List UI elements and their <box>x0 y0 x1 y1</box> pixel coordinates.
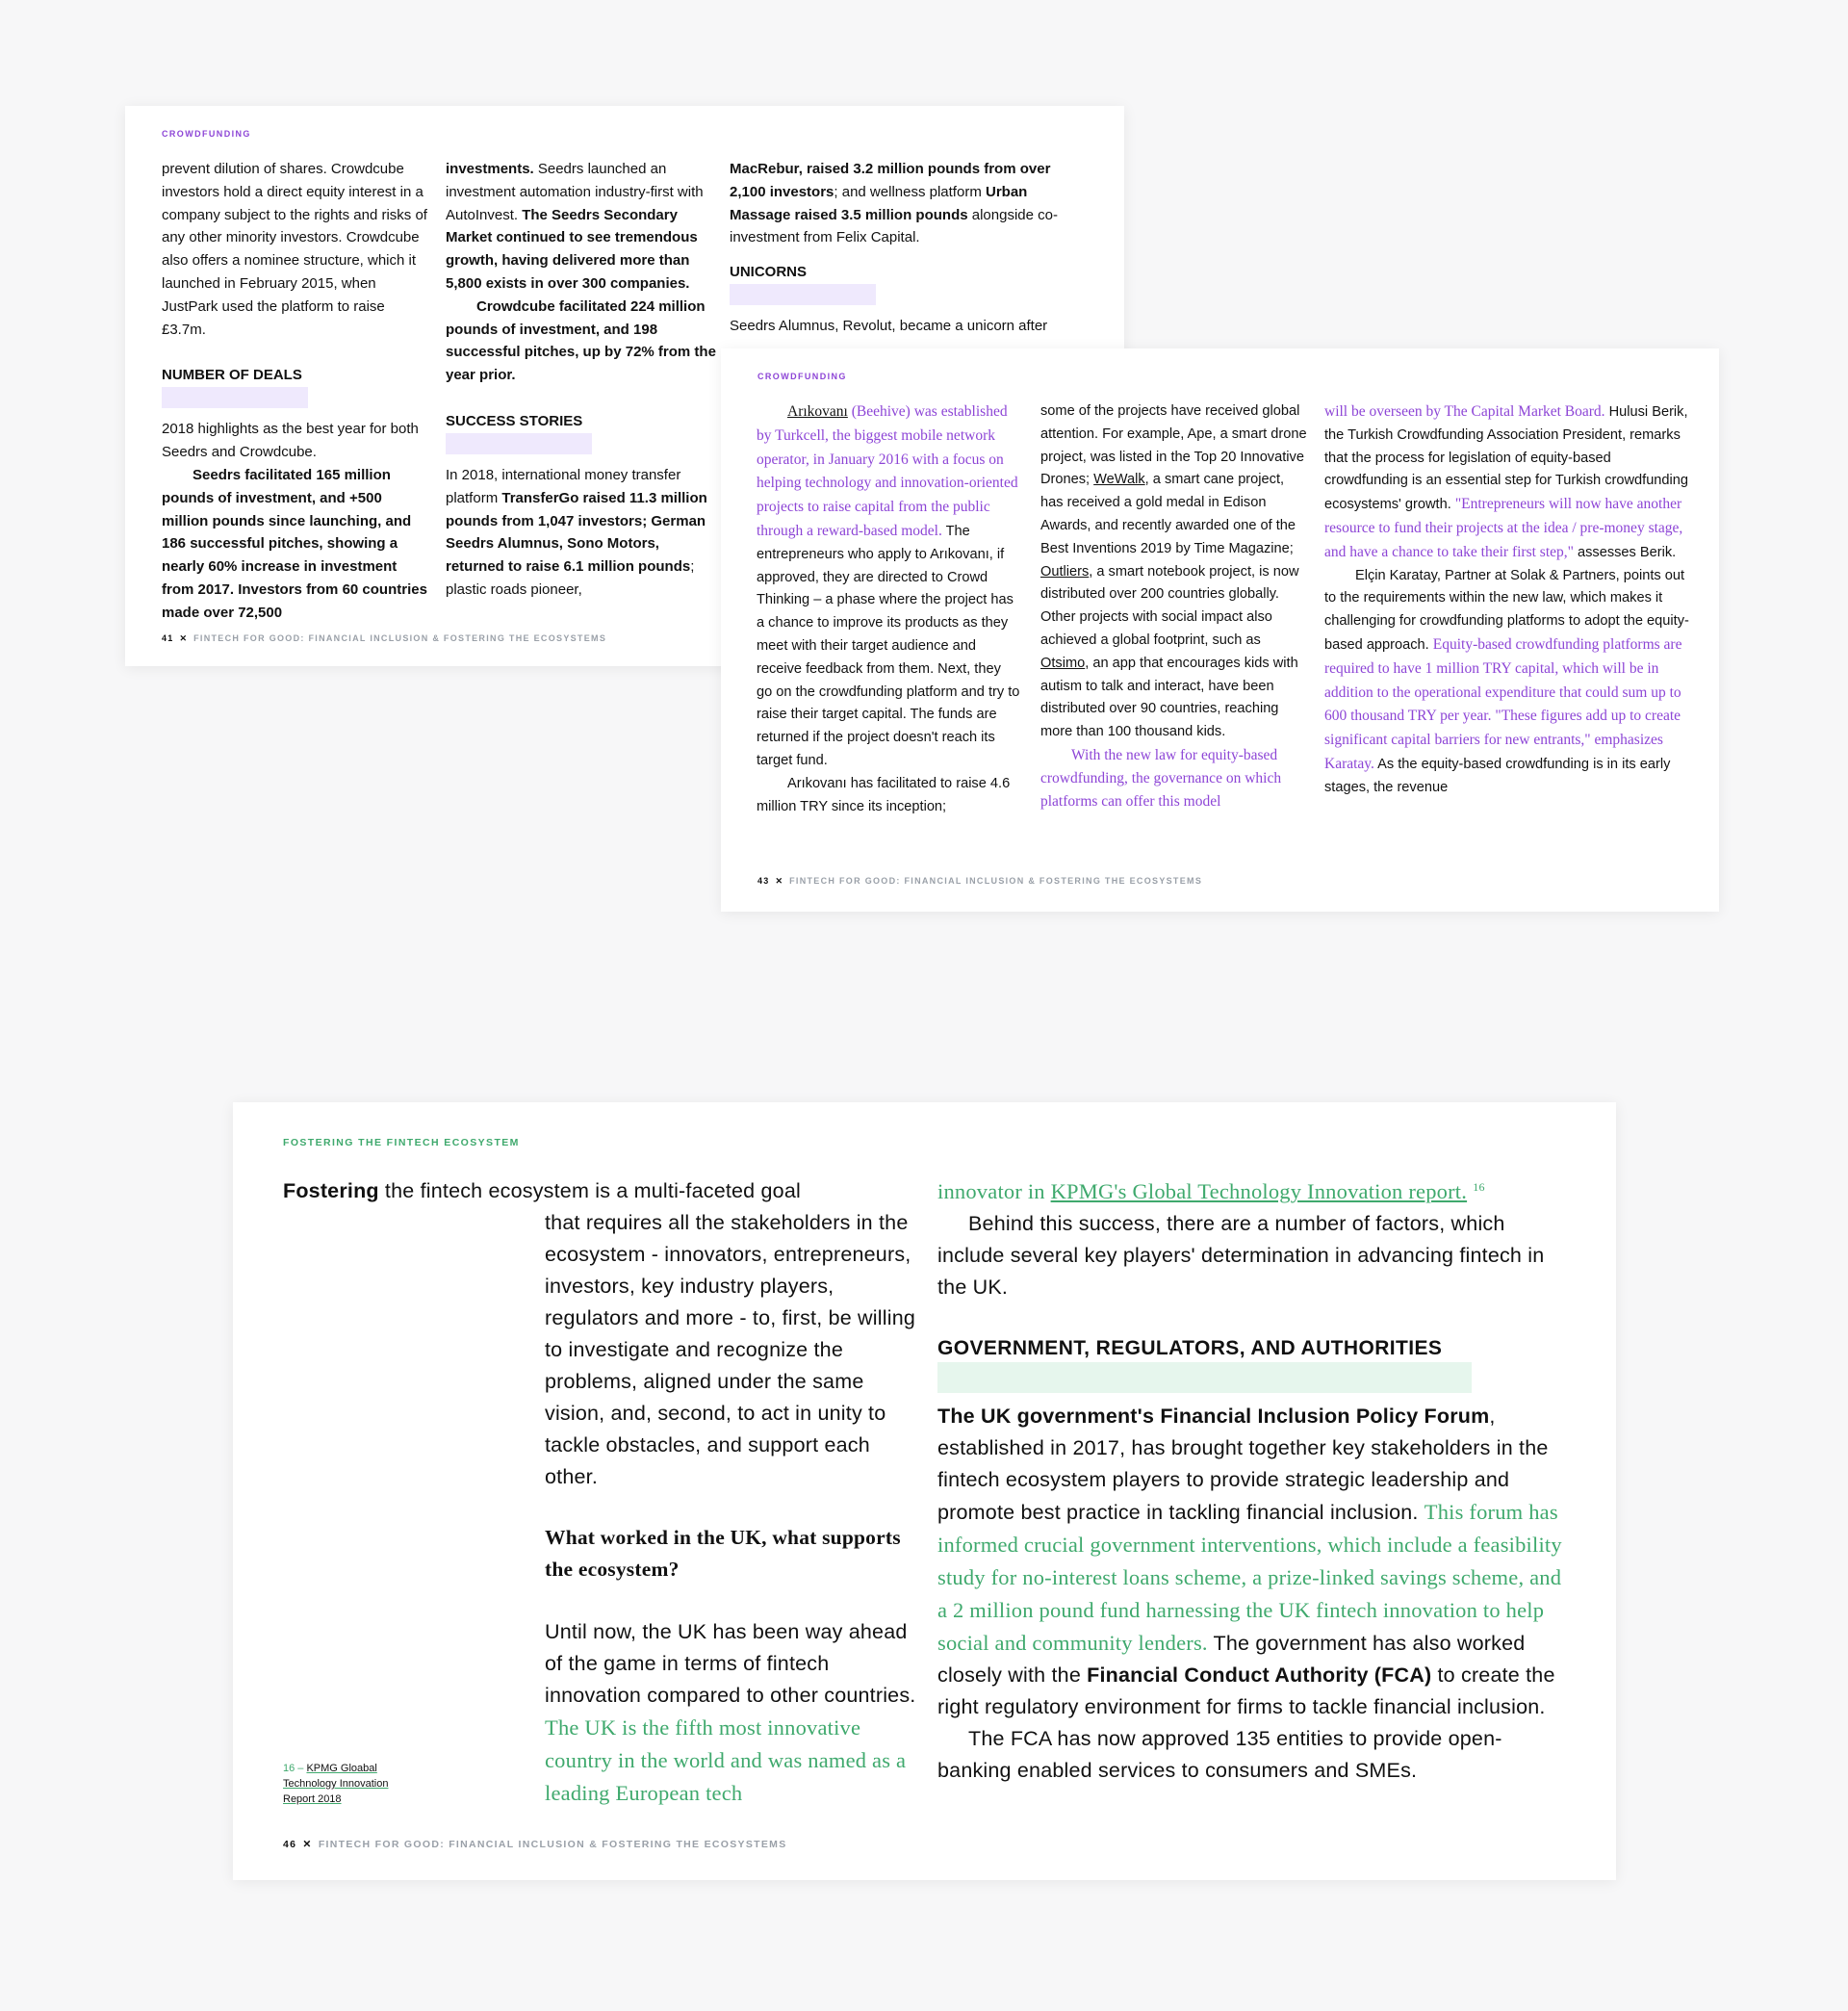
text: Elçin Karatay, Partner at Solak & Partners, points out to the requirements within the new law, which makes it challenging for crowdfunding platforms to adopt the equity-based approach. <box>1324 567 1689 653</box>
text: The entrepreneurs who apply to Arıkovanı, if approved, they are directed to Crowd Thinking – a phase where the project has a chance to improve its products as they meet with their target audience and receive feedback from them. Next, they go on the crowdfunding platform and try to raise their target capital. The funds are returned if the project doesn't reach its target fund. <box>757 523 1020 768</box>
page-43 <box>721 348 1719 912</box>
paragraph: Behind this success, there are a number of factors, which include several key players' determination in advancing fintech in the UK. <box>937 1212 1545 1299</box>
paragraph: The FCA has now approved 135 entities to provide open-banking enabled services to consumers and SMEs. <box>937 1727 1502 1782</box>
paragraph <box>730 158 1086 249</box>
paragraph <box>545 1616 920 1810</box>
text: ; plastic roads pioneer, <box>446 558 695 598</box>
section-label: CROWDFUNDING <box>162 129 251 139</box>
text: In 2018, international money transfer platform <box>446 466 681 506</box>
bold-text: The Seedrs Secondary Market continued to see tremendous growth, having delivered more than 5,800 exists in over 300 companies. <box>446 206 698 292</box>
bold-text: Financial Conduct Authority (FCA) <box>1087 1663 1432 1687</box>
text: to create the right regulatory environment for firms to tackle financial inclusion. <box>937 1663 1555 1718</box>
quote-text: will be overseen by The Capital Market Board. <box>1324 403 1605 420</box>
paragraph: that requires all the stakeholders in the ecosystem - innovators, entrepreneurs, investors, key industry players, regulators and more - to, first, be willing to investigate and recognize the problems, aligned under the same vision, and, second, to act in unity to tackle obstacles, and support each other. <box>545 1211 916 1488</box>
text: ; and wellness platform <box>834 183 986 200</box>
text: , an app that encourages kids with autism to talk and interact, have been distributed over 90 countries, reaching more than 100 thousand kids. <box>1040 655 1298 740</box>
page-46 <box>233 1102 1616 1880</box>
section-label: CROWDFUNDING <box>757 372 847 381</box>
column-1 <box>757 400 1020 818</box>
footnote-text[interactable]: KPMG Gloabal Technology Innovation Report 2018 <box>283 1763 389 1805</box>
link-kpmg-report[interactable]: KPMG's Global Technology Innovation report. <box>1050 1179 1468 1203</box>
column-3 <box>1324 400 1690 800</box>
quote-text: (Beehive) was established by Turkcell, the biggest mobile network operator, in January 2016 with a focus on helping technology and innovation-oriented projects to raise capital from the public through a reward-based model. <box>757 403 1018 539</box>
link-wewalk[interactable]: WeWalk <box>1093 472 1145 488</box>
text: , a smart notebook project, is now distributed over 200 countries globally. Other projects with social impact also achieved a global footprint, such as <box>1040 563 1299 648</box>
page-number: 46 <box>283 1839 297 1850</box>
footer-title: FINTECH FOR GOOD: FINANCIAL INCLUSION & FOSTERING THE ECOSYSTEMS <box>193 633 607 643</box>
paragraph <box>1324 565 1690 800</box>
link-arikovani[interactable]: Arıkovanı <box>787 403 848 420</box>
heading-success-stories: SUCCESS STORIES <box>446 410 717 454</box>
paragraph: prevent dilution of shares. Crowdcube investors hold a direct equity interest in a company subject to the rights and risks of any other minority investors. Crowdcube also offers a nominee structure, which it launched in February 2015, when JustPark used the platform to raise £3.7m. <box>162 161 427 338</box>
quote-text: innovator in <box>937 1179 1051 1203</box>
heading-unicorns: UNICORNS <box>730 261 1086 305</box>
column-2 <box>446 158 717 602</box>
bold-text: MacRebur, raised 3.2 million pounds from over 2,100 investors <box>730 161 1051 200</box>
text: Hulusi Berik, the Turkish Crowdfunding Association President, remarks that the process for legislation of equity-based crowdfunding is an essential step for Turkish crowdfunding ecosystems' growth. <box>1324 404 1689 513</box>
text: , established in 2017, has brought together key stakeholders in the fintech ecosystem players to provide strategic leadership and promote best practice in tackling financial inclusion. <box>937 1405 1549 1524</box>
text: The government has also worked closely with the <box>937 1632 1526 1687</box>
link-otsimo[interactable]: Otsimo <box>1040 655 1086 671</box>
paragraph <box>1040 400 1310 744</box>
page-number: 43 <box>757 876 770 886</box>
page-footer <box>283 1839 787 1850</box>
right-column <box>937 1175 1573 1787</box>
paragraph-bold: Crowdcube facilitated 224 million pounds of investment, and 198 successful pitches, up by 72% from the year prior. <box>446 297 716 384</box>
heading-government: GOVERNMENT, REGULATORS, AND AUTHORITIES <box>937 1332 1573 1393</box>
section-label: FOSTERING THE FINTECH ECOSYSTEM <box>283 1137 520 1148</box>
text: As the equity-based crowdfunding is in its early stages, the revenue <box>1324 756 1671 795</box>
lead-text: the fintech ecosystem is a multi-faceted goal <box>378 1179 801 1202</box>
lead-line <box>283 1175 822 1207</box>
text: , a smart cane project, has received a gold medal in Edison Awards, and recently awarded one of the Best Inventions 2019 by Time Magazine; <box>1040 472 1296 556</box>
quote-paragraph: With the new law for equity-based crowdfunding, the governance on which platforms can offer this model <box>1040 746 1282 810</box>
bold-text: TransferGo raised 11.3 million pounds from 1,047 investors; German Seedrs Alumnus, Sono Motors, returned to raise 6.1 million pounds <box>446 489 707 576</box>
text: assesses Berik. <box>1573 544 1677 560</box>
bold-text: investments. <box>446 161 534 177</box>
quote-text: The UK is the fifth most innovative country in the world and was named as a leading European tech <box>545 1715 907 1805</box>
text: Seedrs launched an investment automation industry-first with AutoInvest. <box>446 161 704 223</box>
paragraph <box>937 1401 1573 1723</box>
heading-what-worked: What worked in the UK, what supports the ecosystem? <box>545 1526 901 1581</box>
column-2 <box>1040 400 1310 812</box>
paragraph <box>446 158 717 296</box>
footer-title: FINTECH FOR GOOD: FINANCIAL INCLUSION & FOSTERING THE ECOSYSTEMS <box>318 1839 787 1850</box>
paragraph: 2018 highlights as the best year for both Seedrs and Crowdcube. <box>162 421 419 461</box>
bold-text: Urban Massage raised 3.5 million pounds <box>730 183 1028 223</box>
paragraph <box>1324 400 1690 565</box>
quote-text: "Entrepreneurs will now have another resource to fund their projects at the idea / pre-money stage, and have a chance to take their first step," <box>1324 496 1683 560</box>
paragraph <box>757 400 1020 773</box>
x-icon: ✕ <box>302 1839 313 1850</box>
paragraph: Seedrs Alumnus, Revolut, became a unicorn after <box>730 318 1048 335</box>
x-icon: ✕ <box>775 876 784 886</box>
quote-text: Equity-based crowdfunding platforms are required to have 1 million TRY capital, which will be in addition to the operational expenditure that could sum up to 600 thousand TRY per year. "These figures add up to create significant capital barriers for new entrants," emphasizes Karatay. <box>1324 635 1682 772</box>
link-outliers[interactable]: Outliers <box>1040 563 1090 580</box>
column-3 <box>730 158 1086 338</box>
x-icon: ✕ <box>179 633 189 643</box>
paragraph-bold: Seedrs facilitated 165 million pounds of investment, and +500 million pounds since launching, and 186 successful pitches, showing a nearly 60% increase in investment from 2017. Investors from 60 countries made over 72,500 <box>162 466 427 621</box>
column-1 <box>162 158 431 625</box>
lead-bold: Fostering <box>283 1179 379 1202</box>
page-footer <box>757 876 1202 887</box>
footnote-ref[interactable]: 16 <box>1473 1180 1485 1194</box>
bold-text: The UK government's Financial Inclusion Policy Forum <box>937 1405 1490 1428</box>
paragraph: Arıkovanı has facilitated to raise 4.6 million TRY since its inception; <box>757 775 1011 814</box>
text: alongside co-investment from Felix Capital. <box>730 206 1058 246</box>
page-number: 41 <box>162 633 174 643</box>
heading-number-of-deals: NUMBER OF DEALS <box>162 364 431 408</box>
text: some of the projects have received global attention. For example, Ape, a smart drone project, was listed in the Top 20 Innovative Drones; <box>1040 403 1307 488</box>
paragraph <box>937 1175 1573 1208</box>
footer-title: FINTECH FOR GOOD: FINANCIAL INCLUSION & FOSTERING THE ECOSYSTEMS <box>789 876 1203 886</box>
quote-text: This forum has informed crucial government interventions, which include a feasibility study for no-interest loans scheme, a prize-linked savings scheme, and a 2 million pound fund harnessing the UK fintech innovation to help social and community lenders. <box>937 1500 1562 1655</box>
text: Until now, the UK has been way ahead of the game in terms of fintech innovation compared to other countries. <box>545 1620 916 1707</box>
left-column <box>545 1207 920 1810</box>
paragraph <box>446 464 717 602</box>
footnote <box>283 1761 408 1807</box>
page-footer <box>162 633 606 644</box>
footnote-number: 16 – <box>283 1763 307 1774</box>
